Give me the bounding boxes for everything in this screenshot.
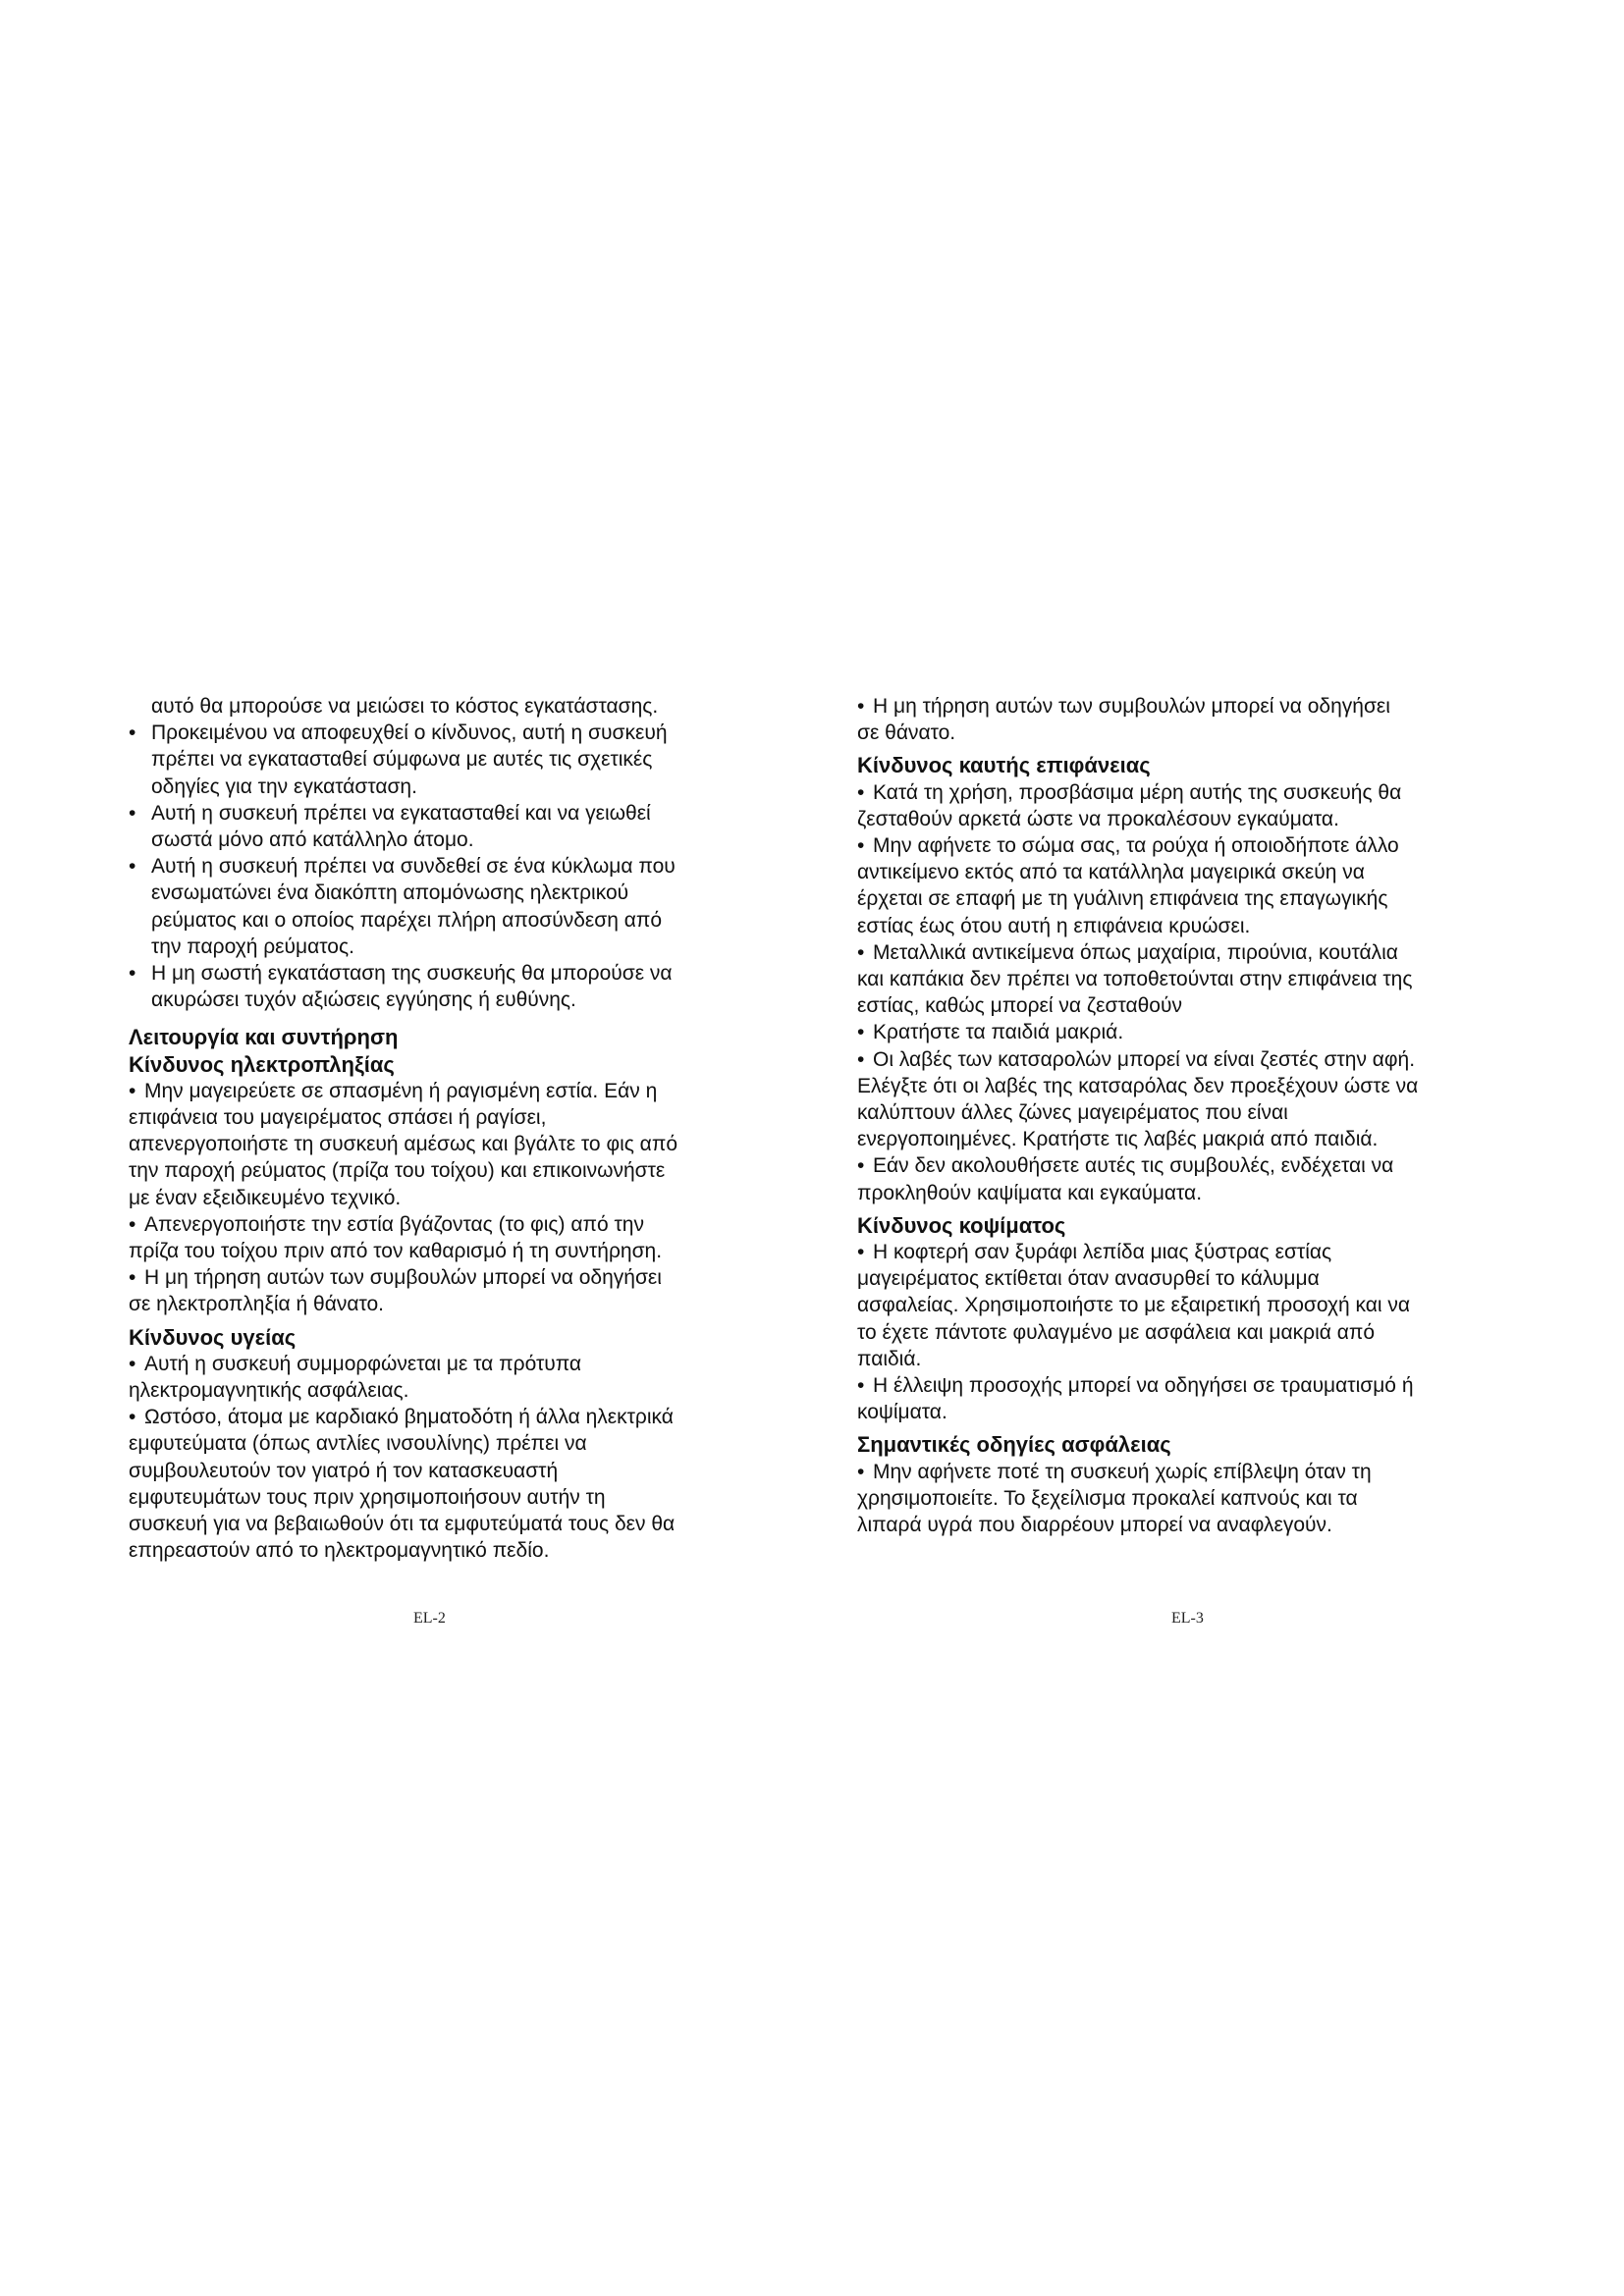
bullet-item-line bbox=[857, 693, 1505, 720]
line-text: Μεταλλικά αντικείμενα όπως μαχαίρια, πιρούνια, κουτάλια bbox=[873, 940, 1398, 964]
line-text: εστίας έως ότου αυτή η επιφάνεια κρυώσει. bbox=[857, 914, 1251, 937]
bullet-item-line bbox=[129, 960, 767, 987]
spacer bbox=[129, 1013, 767, 1018]
line-text: οδηγίες για την εγκατάσταση. bbox=[151, 774, 417, 798]
bullet-item-line bbox=[857, 1372, 1505, 1399]
bullet-icon: • bbox=[857, 1021, 865, 1044]
bullet-icon: • bbox=[857, 1460, 865, 1483]
text-line bbox=[129, 774, 767, 800]
line-text: Λειτουργία και συντήρηση bbox=[129, 1025, 399, 1050]
text-line bbox=[857, 1346, 1505, 1372]
line-text: Κίνδυνος καυτής επιφάνειας bbox=[857, 753, 1151, 778]
line-text: αυτό θα μπορούσε να μειώσει το κόστος εγκατάστασης. bbox=[151, 695, 659, 718]
line-text: Απενεργοποιήστε την εστία βγάζοντας (το φις) από την bbox=[144, 1212, 644, 1236]
text-line bbox=[857, 859, 1505, 885]
bullet-icon: • bbox=[129, 1352, 136, 1375]
line-text: εστίας, καθώς μπορεί να ζεσταθούν bbox=[857, 994, 1182, 1018]
text-line bbox=[129, 987, 767, 1013]
line-text: εμφυτεύματα (όπως αντλίες ινσουλίνης) πρέπει να bbox=[129, 1432, 587, 1456]
bullet-item-line bbox=[129, 853, 767, 880]
text-line bbox=[129, 746, 767, 773]
bullet-item-line bbox=[857, 1152, 1505, 1179]
bullet-item-line bbox=[129, 1351, 767, 1377]
text-line bbox=[129, 1377, 767, 1404]
bullet-item-line bbox=[129, 720, 767, 746]
bullet-item-line bbox=[857, 832, 1505, 859]
line-text: το έχετε πάντοτε φυλαγμένο με ασφάλεια και μακριά από bbox=[857, 1320, 1376, 1344]
bullet-icon: • bbox=[129, 721, 136, 745]
bullet-item-line bbox=[857, 779, 1505, 806]
text-line bbox=[129, 1537, 767, 1564]
line-text: Εάν δεν ακολουθήσετε αυτές τις συμβουλές, ενδέχεται να bbox=[873, 1154, 1394, 1178]
line-text: Αυτή η συσκευή πρέπει να εγκατασταθεί και να γειωθεί bbox=[151, 801, 651, 825]
line-text: επιφάνεια του μαγειρέματος σπάσει ή ραγίσει, bbox=[129, 1106, 547, 1130]
line-text: ασφαλείας. Χρησιμοποιήστε το με εξαιρετική προσοχή και να bbox=[857, 1294, 1411, 1317]
text-line bbox=[857, 913, 1505, 939]
line-text: Ελέγξτε ότι οι λαβές της κατσαρόλας δεν προεξέχουν ώστε να bbox=[857, 1074, 1419, 1097]
section-heading bbox=[129, 1024, 767, 1050]
line-text: Αυτή η συσκευή πρέπει να συνδεθεί σε ένα κύκλωμα που bbox=[151, 855, 676, 879]
bullet-item-line bbox=[129, 1264, 767, 1291]
line-text: παιδιά. bbox=[857, 1347, 922, 1370]
bullet-icon: • bbox=[857, 780, 865, 804]
text-line bbox=[857, 806, 1505, 832]
line-text: με έναν εξειδικευμένο τεχνικό. bbox=[129, 1186, 402, 1209]
bullet-item-line bbox=[129, 800, 767, 827]
line-text: Σημαντικές οδηγίες ασφάλειας bbox=[857, 1432, 1171, 1458]
line-text: επηρεαστούν από το ηλεκτρομαγνητικό πεδίο. bbox=[129, 1539, 550, 1563]
text-line bbox=[129, 827, 767, 853]
bullet-item-line bbox=[857, 939, 1505, 966]
text-line bbox=[857, 1399, 1505, 1425]
bullet-icon: • bbox=[857, 834, 865, 858]
text-line bbox=[129, 1484, 767, 1511]
line-text: λιπαρά υγρά που διαρρέουν μπορεί να αναφλεγούν. bbox=[857, 1514, 1332, 1537]
line-text: Η κοφτερή σαν ξυράφι λεπίδα μιας ξύστρας εστίας bbox=[873, 1241, 1332, 1264]
line-text: Προκειμένου να αποφευχθεί ο κίνδυνος, αυτή η συσκευή bbox=[151, 721, 668, 745]
line-text: Κατά τη χρήση, προσβάσιμα μέρη αυτής της συσκευής θα bbox=[873, 780, 1402, 804]
text-line bbox=[129, 1458, 767, 1484]
bullet-item-line bbox=[857, 1239, 1505, 1265]
section-heading bbox=[857, 1212, 1505, 1239]
line-text: Η μη τήρηση αυτών των συμβουλών μπορεί να οδηγήσει bbox=[873, 695, 1390, 718]
line-text: Μην μαγειρεύετε σε σπασμένη ή ραγισμένη εστία. Εάν η bbox=[144, 1079, 658, 1102]
line-text: Μην αφήνετε ποτέ τη συσκευή χωρίς επίβλεψη όταν τη bbox=[873, 1460, 1372, 1483]
line-text: συμβουλευτούν τον γιατρό ή τον κατασκευαστή bbox=[129, 1459, 559, 1482]
bullet-item-line bbox=[857, 1459, 1505, 1485]
line-text: ακυρώσει τυχόν αξιώσεις εγγύησης ή ευθύνης. bbox=[151, 988, 576, 1012]
text-line bbox=[129, 1157, 767, 1184]
text-line bbox=[857, 1073, 1505, 1099]
line-text: χρησιμοποιείτε. Το ξεχείλισμα προκαλεί καπνούς και τα bbox=[857, 1486, 1358, 1510]
line-text: Η μη σωστή εγκατάσταση της συσκευής θα μπορούσε να bbox=[151, 962, 673, 986]
bullet-icon: • bbox=[857, 695, 865, 718]
bullet-icon: • bbox=[129, 801, 136, 825]
line-text: ηλεκτρομαγνητικής ασφάλειας. bbox=[129, 1379, 409, 1403]
text-line bbox=[129, 1104, 767, 1131]
bullet-item-line bbox=[857, 1019, 1505, 1045]
text-line bbox=[857, 966, 1505, 992]
bullet-icon: • bbox=[129, 1212, 136, 1236]
line-text: εμφυτευμάτων τους πριν χρησιμοποιήσουν αυτήν τη bbox=[129, 1485, 606, 1509]
text-line bbox=[129, 1238, 767, 1264]
text-line bbox=[857, 1319, 1505, 1346]
text-line bbox=[857, 1265, 1505, 1292]
section-heading bbox=[857, 1431, 1505, 1458]
page-number-right: EL-3 bbox=[1171, 1610, 1204, 1627]
left-page-column bbox=[129, 693, 767, 1565]
line-text: έρχεται σε επαφή με τη γυάλινη επιφάνεια της επαγωγικής bbox=[857, 887, 1388, 911]
line-text: σωστά μόνο από κατάλληλο άτομο. bbox=[151, 828, 474, 852]
line-text: κοψίματα. bbox=[857, 1401, 947, 1424]
line-text: Μην αφήνετε το σώμα σας, τα ρούχα ή οποιοδήποτε άλλο bbox=[873, 834, 1399, 858]
bullet-icon: • bbox=[129, 855, 136, 879]
text-line bbox=[129, 693, 767, 720]
right-page-column bbox=[857, 693, 1505, 1538]
text-line bbox=[129, 1131, 767, 1157]
line-text: ενεργοποιημένες. Κρατήστε τις λαβές μακριά από παιδιά. bbox=[857, 1128, 1379, 1151]
line-text: πρέπει να εγκατασταθεί σύμφωνα με αυτές τις σχετικές bbox=[151, 748, 653, 772]
line-text: Αυτή η συσκευή συμμορφώνεται με τα πρότυπα bbox=[144, 1352, 582, 1375]
line-text: Κίνδυνος υγείας bbox=[129, 1324, 297, 1350]
line-text: αντικείμενο εκτός από τα κατάλληλα μαγειρικά σκεύη να bbox=[857, 861, 1365, 884]
line-text: καλύπτουν άλλες ζώνες μαγειρέματος που είναι bbox=[857, 1101, 1288, 1125]
text-line bbox=[857, 1292, 1505, 1318]
line-text: πρίζα του τοίχου πριν από τον καθαρισμό ή τη συντήρηση. bbox=[129, 1240, 663, 1263]
text-line bbox=[857, 1485, 1505, 1512]
bullet-item-line bbox=[129, 1211, 767, 1238]
line-text: και καπάκια δεν πρέπει να τοποθετούνται στην επιφάνεια της bbox=[857, 968, 1413, 991]
bullet-icon: • bbox=[129, 1079, 136, 1102]
line-text: συσκευή για να βεβαιωθούν ότι τα εμφυτεύματά τους δεν θα bbox=[129, 1513, 676, 1536]
text-line bbox=[129, 1291, 767, 1317]
line-text: Κρατήστε τα παιδιά μακριά. bbox=[873, 1021, 1124, 1044]
text-line bbox=[857, 1512, 1505, 1538]
text-line bbox=[129, 1511, 767, 1537]
bullet-icon: • bbox=[129, 1266, 136, 1290]
page-number-left: EL-2 bbox=[413, 1610, 446, 1627]
section-heading bbox=[129, 1051, 767, 1078]
line-text: Η μη τήρηση αυτών των συμβουλών μπορεί να οδηγήσει bbox=[144, 1266, 662, 1290]
text-line bbox=[857, 1126, 1505, 1152]
line-text: Η έλλειψη προσοχής μπορεί να οδηγήσει σε τραυματισμό ή bbox=[873, 1374, 1414, 1398]
bullet-icon: • bbox=[129, 962, 136, 986]
bullet-icon: • bbox=[857, 1047, 865, 1071]
line-text: Οι λαβές των κατσαρολών μπορεί να είναι ζεστές στην αφή. bbox=[873, 1047, 1416, 1071]
line-text: Ωστόσο, άτομα με καρδιακό βηματοδότη ή άλλα ηλεκτρικά bbox=[144, 1406, 674, 1429]
line-text: απενεργοποιήστε τη συσκευή αμέσως και βγάλτε το φις από bbox=[129, 1133, 677, 1156]
line-text: την παροχή ρεύματος. bbox=[151, 934, 354, 958]
bullet-icon: • bbox=[129, 1406, 136, 1429]
text-line bbox=[129, 934, 767, 960]
line-text: προκληθούν καψίματα και εγκαύματα. bbox=[857, 1181, 1203, 1204]
line-text: ρεύματος και ο οποίος παρέχει πλήρη αποσύνδεση από bbox=[151, 908, 663, 932]
line-text: ζεσταθούν αρκετά ώστε να προκαλέσουν εγκαύματα. bbox=[857, 807, 1339, 830]
line-text: την παροχή ρεύματος (πρίζα του τοίχου) και επικοινωνήστε bbox=[129, 1159, 666, 1183]
section-heading bbox=[857, 752, 1505, 778]
text-line bbox=[857, 1180, 1505, 1206]
text-line bbox=[857, 1099, 1505, 1126]
line-text: Κίνδυνος κοψίματος bbox=[857, 1212, 1066, 1238]
text-line bbox=[857, 885, 1505, 912]
bullet-icon: • bbox=[857, 1154, 865, 1178]
line-text: μαγειρέματος εκτίθεται όταν ανασυρθεί το κάλυμμα bbox=[857, 1267, 1320, 1291]
bullet-item-line bbox=[857, 1046, 1505, 1073]
bullet-item-line bbox=[129, 1404, 767, 1430]
section-heading bbox=[129, 1324, 767, 1351]
text-line bbox=[129, 1185, 767, 1211]
text-line bbox=[857, 720, 1505, 746]
text-line bbox=[129, 1430, 767, 1457]
text-line bbox=[129, 880, 767, 906]
line-text: Κίνδυνος ηλεκτροπληξίας bbox=[129, 1051, 395, 1077]
bullet-icon: • bbox=[857, 1374, 865, 1398]
bullet-item-line bbox=[129, 1078, 767, 1104]
line-text: σε ηλεκτροπληξία ή θάνατο. bbox=[129, 1293, 385, 1316]
text-line bbox=[857, 992, 1505, 1019]
bullet-icon: • bbox=[857, 940, 865, 964]
text-line bbox=[129, 907, 767, 934]
bullet-icon: • bbox=[857, 1241, 865, 1264]
line-text: σε θάνατο. bbox=[857, 721, 956, 745]
line-text: ενσωματώνει ένα διακόπτη απομόνωσης ηλεκτρικού bbox=[151, 881, 629, 905]
